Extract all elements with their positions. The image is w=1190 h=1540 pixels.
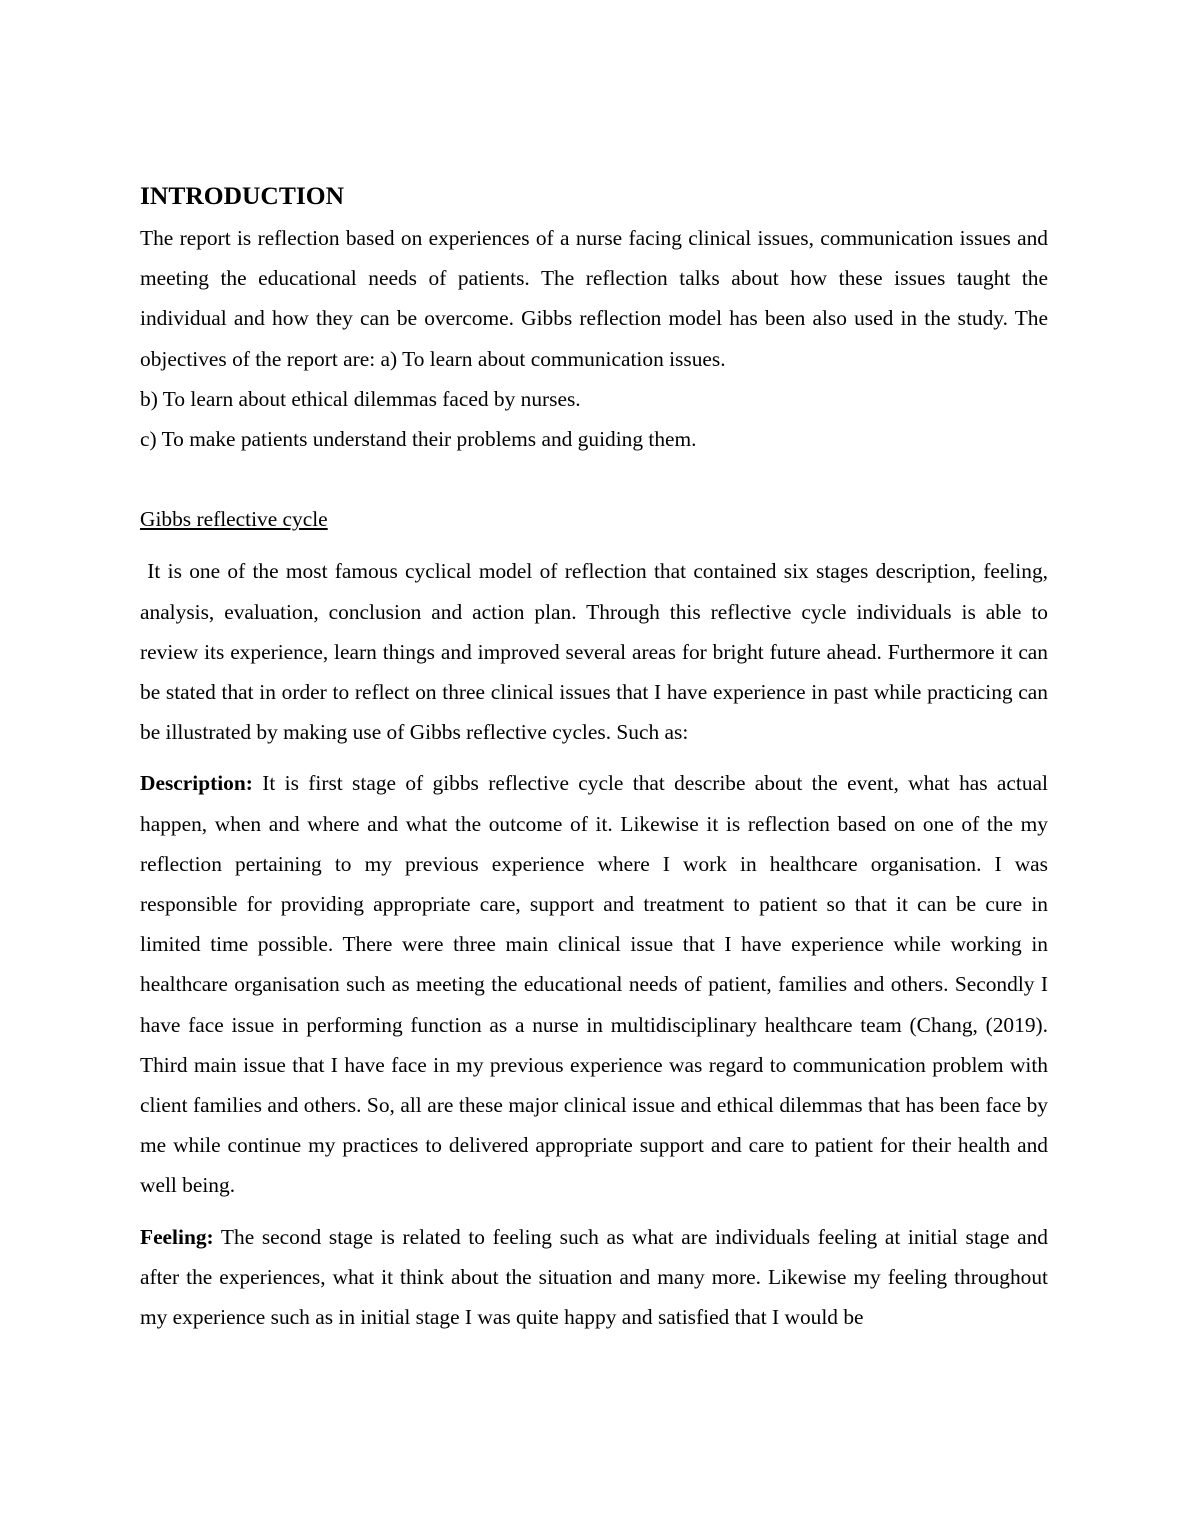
objective-c: c) To make patients understand their problems and guiding them.: [140, 427, 697, 452]
document-page: [140, 178, 1048, 1348]
feeling-text: The second stage is related to feeling such as what are individuals feeling at initial stage and after the experiences, what it think about the situation and many more. Likewise my feeling throughout my experience such as in initial stage I was quite happy and satisfied that I would be: [140, 1224, 1048, 1330]
intro-paragraph: The report is reflection based on experiences of a nurse facing clinical issues, communication issues and meeting the educational needs of patients. The reflection talks about how these issues taught the individual and how they can be overcome. Gibbs reflection model has been also used in the study. The objectives of the report are: a) To learn about communication issues.: [140, 226, 1048, 371]
section-heading-introduction: INTRODUCTION: [140, 181, 345, 210]
description-text: It is first stage of gibbs reflective cycle that describe about the event, what has actual happen, when and where and what the outcome of it. Likewise it is reflection based on one of the my reflection pertaining to my previous experience where I work in healthcare organisation. I was responsible for providing appropriate care, support and treatment to patient so that it can be cure in limited time possible. There were three main clinical issue that I have experience while working in healthcare organisation such as meeting the educational needs of patient, families and others. Secondly I have face issue in performing function as a nurse in multidisciplinary healthcare team (Chang, (2019). Third main issue that I have face in my previous experience was regard to communication problem with client families and others. So, all are these major clinical issue and ethical dilemmas that has been face by me while continue my practices to delivered appropriate support and care to patient for their health and well being.: [140, 771, 1048, 1198]
gibbs-paragraph: [140, 551, 1048, 752]
blank-line: [140, 459, 1048, 499]
description-paragraph: [140, 763, 1048, 1205]
feeling-term: Feeling:: [140, 1224, 214, 1249]
description-term: Description:: [140, 771, 253, 796]
feeling-paragraph: [140, 1217, 1048, 1338]
gibbs-subheading: Gibbs reflective cycle: [140, 507, 328, 532]
gibbs-paragraph-text: It is one of the most famous cyclical model of reflection that contained six stages description, feeling, analysis, evaluation, conclusion and action plan. Through this reflective cycle individuals is able to review its experience, learn things and improved several areas for bright future ahead. Furthermore it can be stated that in order to reflect on three clinical issues that I have experience in past while practicing can be illustrated by making use of Gibbs reflective cycles. Such as:: [140, 559, 1048, 745]
objective-b: b) To learn about ethical dilemmas faced by nurses.: [140, 386, 581, 411]
